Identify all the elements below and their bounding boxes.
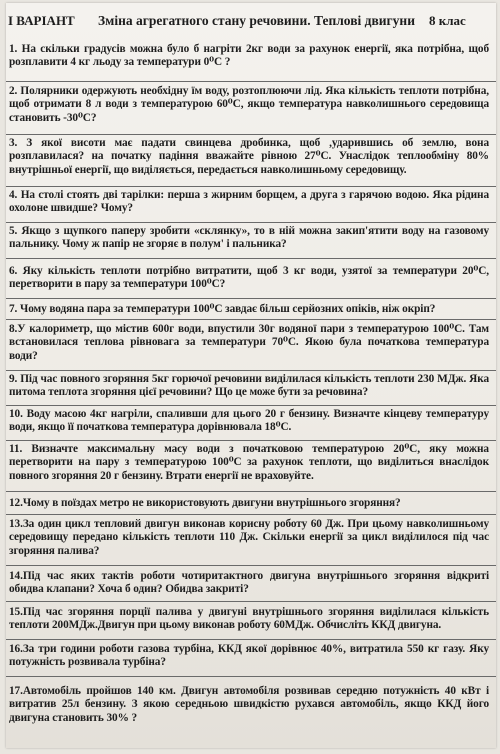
divider xyxy=(6,258,496,259)
divider xyxy=(6,319,496,320)
question-7: 7. Чому водяна пара за температури 100⁰С завдає більш серйозних опіків, ніж окріп? xyxy=(9,303,436,315)
question-12: 12.Чому в поїздах метро не використовують двигуни внутрішнього згоряння? xyxy=(9,497,401,509)
divider xyxy=(6,514,496,515)
question-14: 14.Під час яких тактів роботи чотиритактного двигуна внутрішнього згоряння відкриті обидва клапани? Хоча б один? Обидва закриті? xyxy=(9,570,489,596)
divider xyxy=(6,676,496,677)
divider xyxy=(6,298,496,299)
worksheet-header xyxy=(6,13,496,33)
question-9: 9. Під час повного згоряння 5кг горючої речовини виділилася кількість теплоти 230 МДж. Яка питома теплота згоряння цієї речовини? Що це може бути за речовина? xyxy=(9,373,489,399)
question-16: 16.За три години роботи газова турбіна, ККД якої дорівнює 40%, витратила 550 кг газу. Яку потужність розвивала турбіна? xyxy=(9,643,489,669)
question-4: 4. На столі стоять дві тарілки: перша з жирним борщем, а друга з гарячою водою. Яка рідина охолоне швидше? Чому? xyxy=(9,189,489,215)
divider xyxy=(6,440,496,441)
question-15: 15.Під час згоряння порції палива у двигуні внутрішнього згоряння виділилася кількість теплоти 200МДж.Двигун при цьому виконав роботу 60МДж. Обчисліть ККД двигуна. xyxy=(9,606,489,632)
divider xyxy=(6,81,496,82)
worksheet-title: Зміна агрегатного стану речовини. Теплові двигуни xyxy=(98,13,415,28)
question-2: 2. Полярники одержують необхідну їм воду, розтоплюючи лід. Яка кількість теплоти потрібна, щоб отримати 8 л води з температурою 60⁰С, якщо температура навколишнього середовища становить -30⁰С? xyxy=(9,85,489,124)
divider xyxy=(6,222,496,223)
divider xyxy=(6,405,496,406)
divider xyxy=(6,186,496,187)
divider xyxy=(6,134,496,135)
question-1: 1. На скільки градусів можна було б нагріти 2кг води за рахунок енергії, яка потрібна, щоб розплавити 4 кг льоду за температури 0⁰С ? xyxy=(9,43,489,69)
question-11: 11. Визначте максимальну масу води з початковою температурою 20⁰С, яку можна перетворити на пару з температурою 100⁰С за рахунок теплоти, що виділиться внаслідок повного згоряння 20 г бензину. Втрати енергії не враховуйте. xyxy=(9,443,489,482)
grade-label: 8 клас xyxy=(429,13,466,28)
variant-label: І ВАРІАНТ xyxy=(8,13,75,28)
divider xyxy=(6,639,496,640)
question-17: 17.Автомобіль пройшов 140 км. Двигун автомобіля розвивав середню потужність 40 кВт і витратив 25л бензину. З якою середньою швидкістю рухався автомобіль, якщо ККД його двигуна становить 30% ? xyxy=(9,685,489,724)
divider xyxy=(6,491,496,492)
divider xyxy=(6,370,496,371)
question-8: 8.У калориметр, що містив 600г води, впустили 30г водяної пари з температурою 100⁰С. Там встановилася теплова рівновага за температури 70⁰С. Якою була початкова температура води? xyxy=(9,323,489,362)
divider xyxy=(6,565,496,566)
question-10: 10. Воду масою 4кг нагріли, спаливши для цього 20 г бензину. Визначте кінцеву температуру води, якщо її початкова температура дорівнювала 18⁰С. xyxy=(9,408,489,434)
divider xyxy=(6,601,496,602)
question-6: 6. Яку кількість теплоти потрібно витратити, щоб 3 кг води, узятої за температури 20⁰С, перетворити в пару за температури 100⁰С? xyxy=(9,265,489,291)
worksheet xyxy=(6,3,496,748)
question-3: 3. З якої висоти має падати свинцева дробинка, щоб ,ударившись об землю, вона розплавилася? на початку падіння вважайте рівною 27⁰С. Унаслідок теплообміну 80% внутрішньої енергії, що виділяється, передається навколишньому середовищу. xyxy=(9,137,489,176)
question-5: 5. Якщо з щупкого паперу зробити «склянку», то в ній можна закип'ятити воду на газовому пальнику. Чому ж папір не згоряє в полум' і пальника? xyxy=(9,225,489,251)
question-13: 13.За один цикл тепловий двигун виконав корисну роботу 60 Дж. При цьому навколишньому середовищу передано кількість теплоти 110 Дж. Скільки енергії за цикл виділилося під час згоряння палива? xyxy=(9,518,489,557)
